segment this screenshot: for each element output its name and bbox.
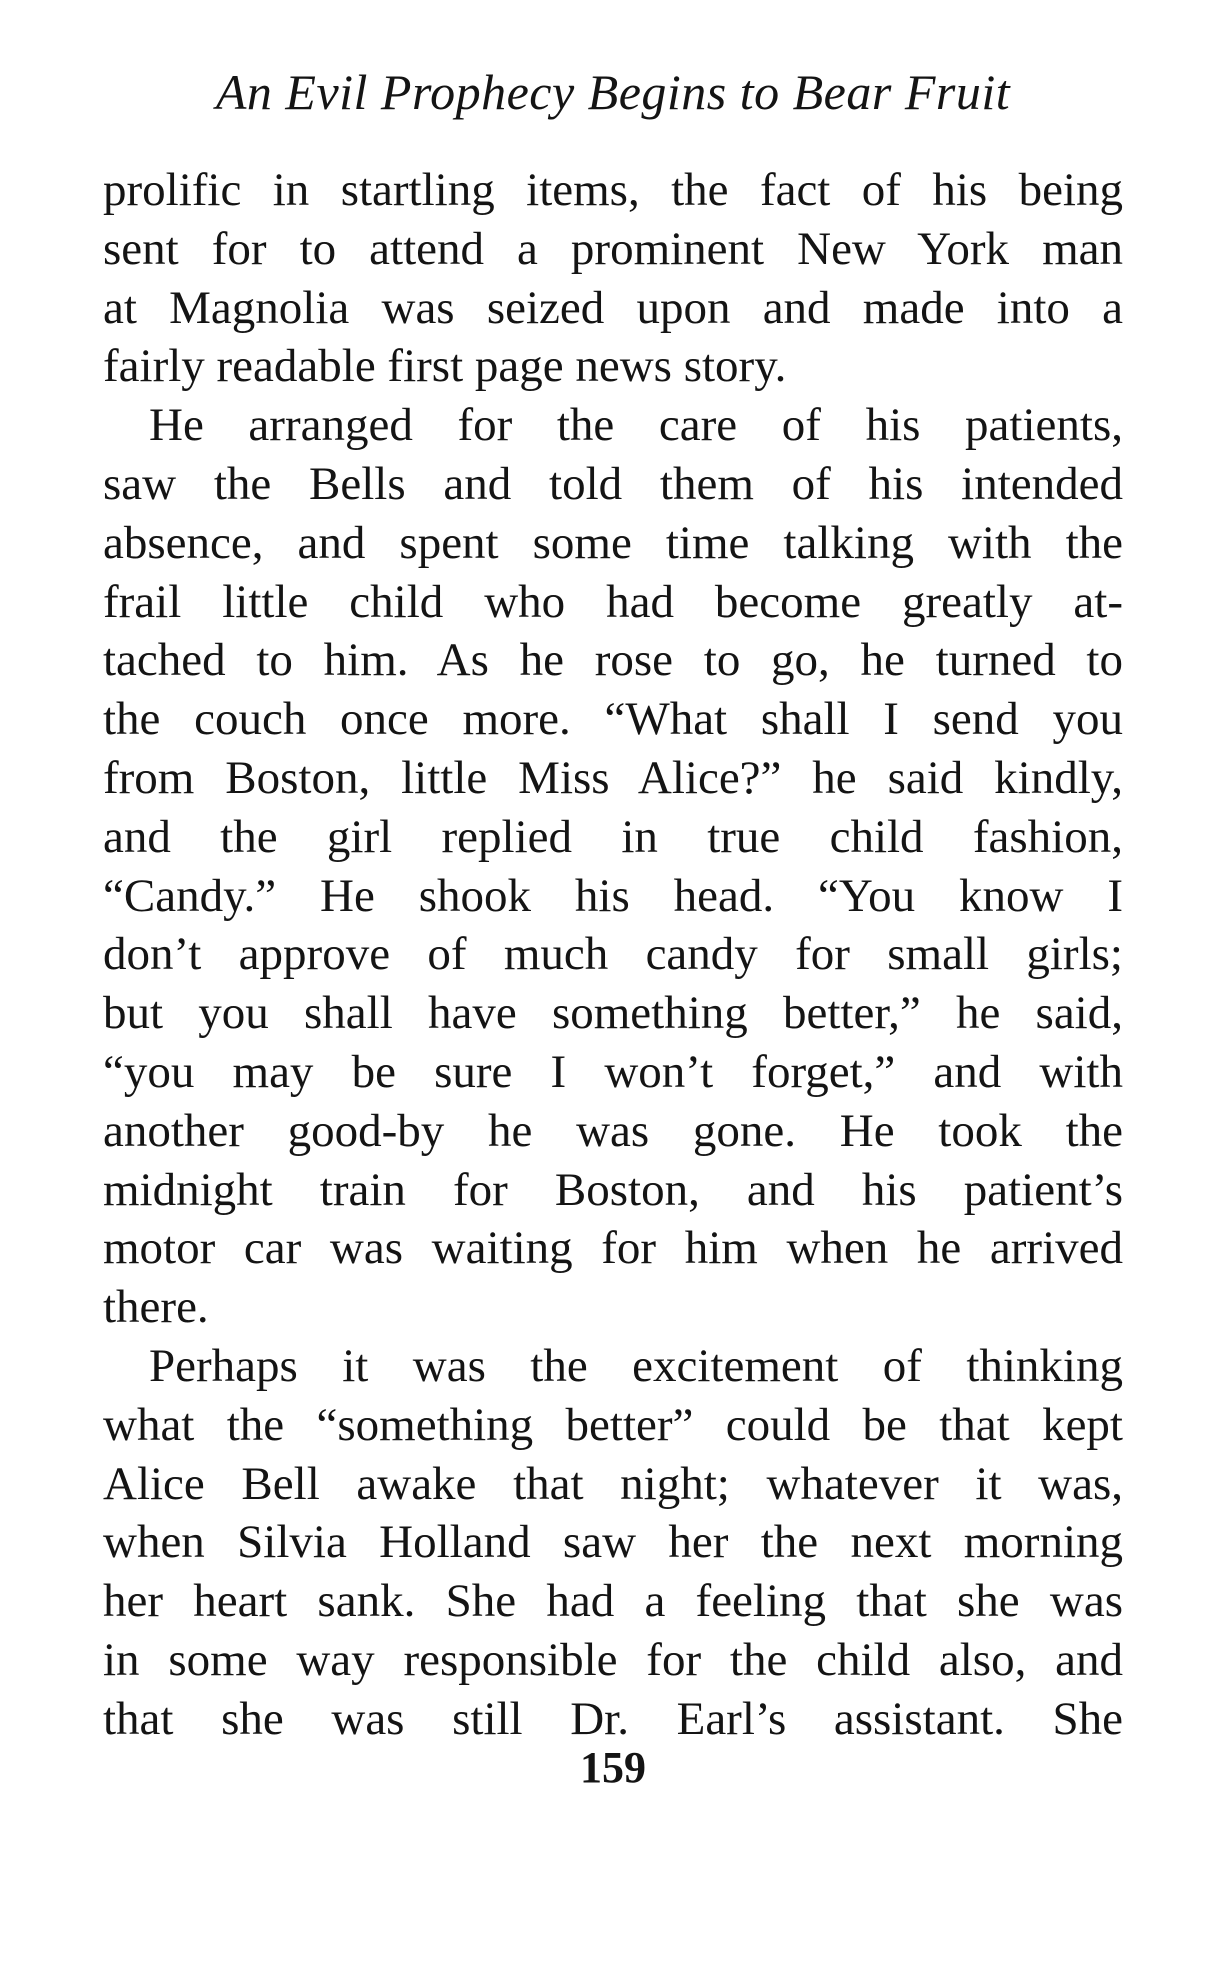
text-line: what the “something better” could be that kept xyxy=(103,1398,1123,1451)
text-line: there. xyxy=(103,1281,209,1334)
text-line: saw the Bells and told them of his intended xyxy=(103,457,1123,510)
text-line: “you may be sure I won’t forget,” and with xyxy=(103,1045,1123,1098)
book-page xyxy=(103,0,1123,1972)
text-line: tached to him. As he rose to go, he turned to xyxy=(103,634,1123,687)
text-line: absence, and spent some time talking with the xyxy=(103,516,1123,569)
text-line: the couch once more. “What shall I send you xyxy=(103,693,1123,746)
text-line: He arranged for the care of his patients, xyxy=(149,399,1123,452)
text-line: when Silvia Holland saw her the next morning xyxy=(103,1516,1123,1569)
text-line: Alice Bell awake that night; whatever it was, xyxy=(103,1457,1123,1510)
text-line: fairly readable first page news story. xyxy=(103,340,787,393)
text-line: prolific in startling items, the fact of his being xyxy=(103,164,1123,216)
text-line: “Candy.” He shook his head. “You know I xyxy=(103,869,1123,922)
body-text xyxy=(103,161,1123,1749)
text-line: her heart sank. She had a feeling that she was xyxy=(103,1575,1123,1628)
text-line: that she was still Dr. Earl’s assistant. She xyxy=(103,1692,1123,1745)
text-line: sent for to attend a prominent New York man xyxy=(103,222,1123,275)
text-line: but you shall have something better,” he said, xyxy=(103,987,1123,1040)
text-line: and the girl replied in true child fashion, xyxy=(103,810,1123,863)
text-line: another good-by he was gone. He took the xyxy=(103,1104,1123,1157)
page-number: 159 xyxy=(580,1743,646,1792)
text-line: in some way responsible for the child also, and xyxy=(103,1633,1123,1686)
running-head: An Evil Prophecy Begins to Bear Fruit xyxy=(215,64,1011,120)
text-line: don’t approve of much candy for small girls; xyxy=(103,928,1123,981)
text-line: frail little child who had become greatly at- xyxy=(103,575,1123,628)
text-line: at Magnolia was seized upon and made into a xyxy=(103,281,1123,334)
text-line: Perhaps it was the excitement of thinking xyxy=(149,1339,1123,1392)
text-line: from Boston, little Miss Alice?” he said kindly, xyxy=(103,751,1123,804)
text-line: motor car was waiting for him when he arrived xyxy=(103,1222,1123,1275)
text-line: midnight train for Boston, and his patient’s xyxy=(103,1163,1123,1216)
